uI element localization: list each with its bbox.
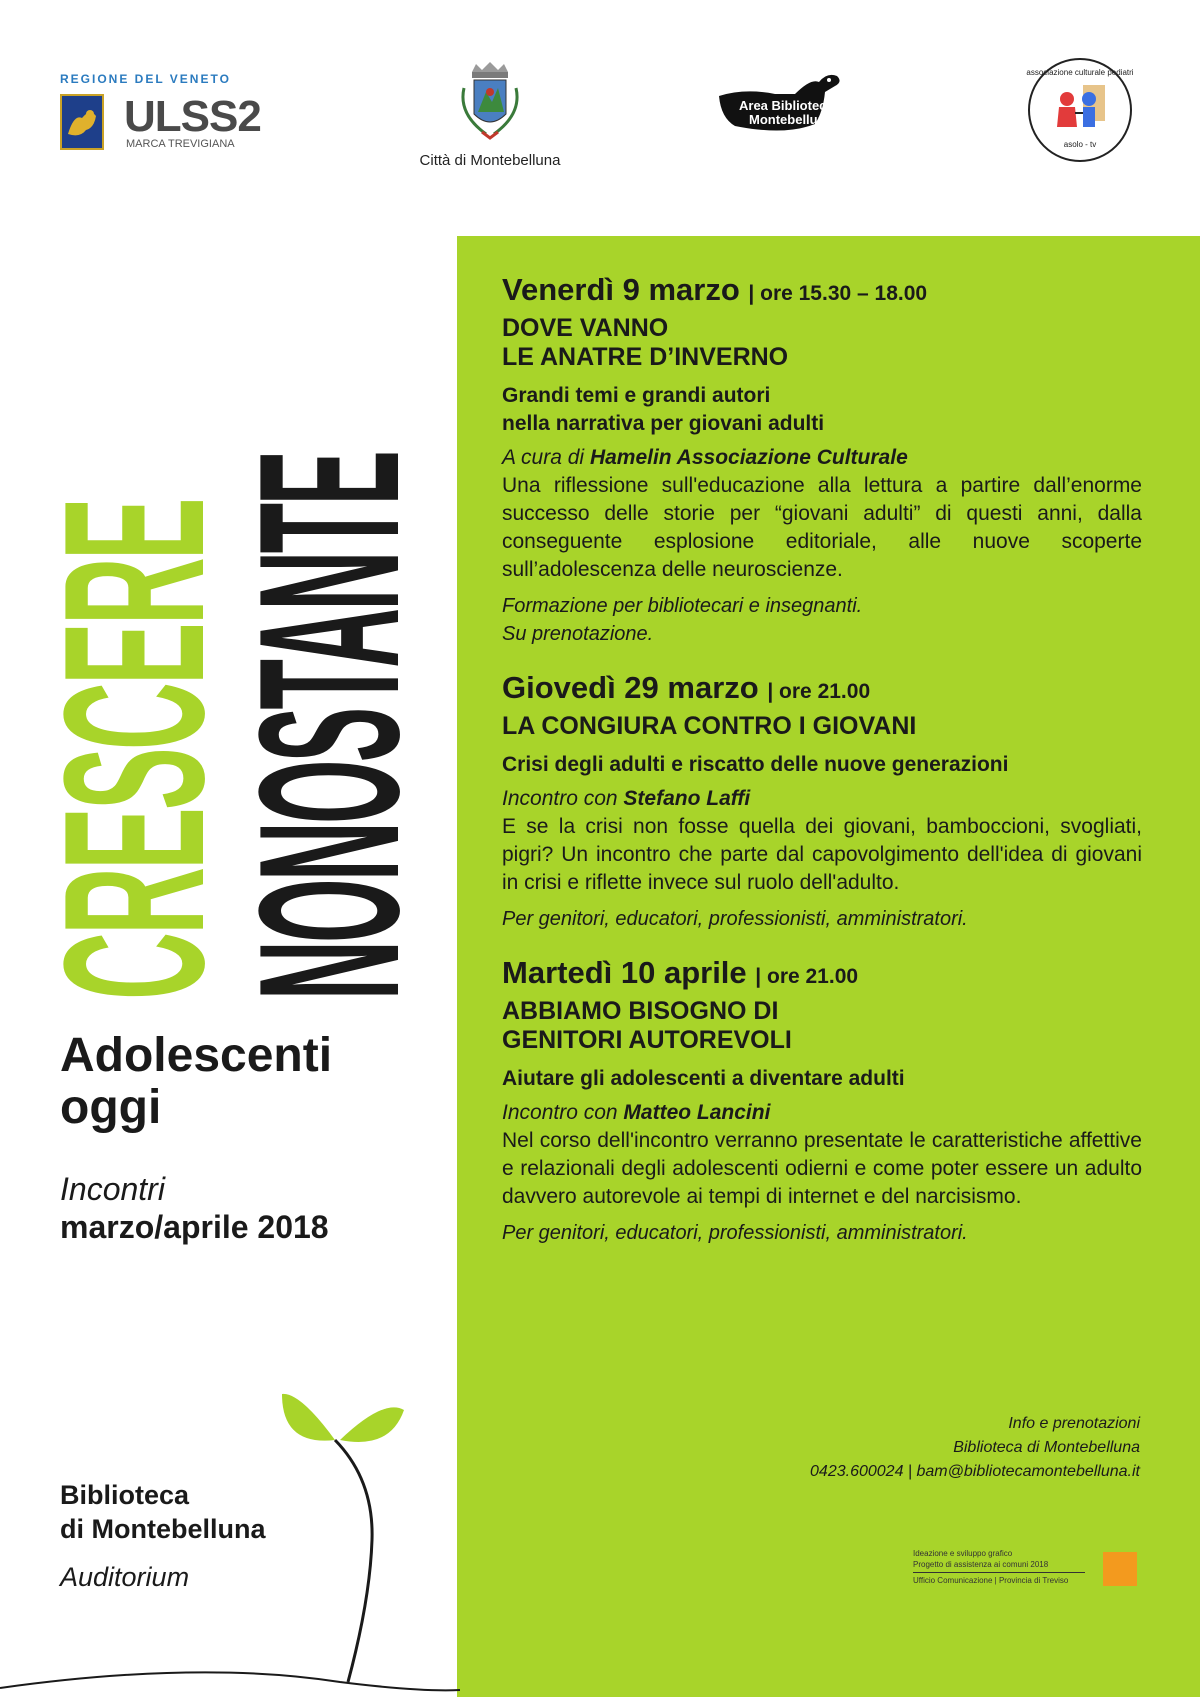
venue-block [60,1478,266,1594]
city-crest-icon [450,58,530,148]
info-line1: Info e prenotazioni [1008,1415,1140,1432]
event-title-line: GENITORI AUTOREVOLI [502,1026,792,1054]
provincia-logo-icon [1103,1552,1137,1586]
event-subtitle [502,382,1142,438]
event-curator-name: Matteo Lancini [623,1101,771,1124]
title-nonostante-text: NONOSTANTE [218,452,441,1000]
ulss-logo [60,72,260,162]
event-description: Nel corso dell'incontro verranno presentate le caratteristiche affettive e relazionali degli adolescenti odierni e come poter essere un adulto davvero autorevole ai tempi di internet e del narcisismo. [502,1129,1142,1208]
venue-line2: di Montebelluna [60,1514,266,1544]
subtitle-line2: oggi [60,1081,162,1134]
credit-line1: Ideazione e sviluppo grafico [913,1549,1013,1558]
events-list [502,272,1142,1269]
event-audience [502,905,1142,933]
event-title-line: LA CONGIURA CONTRO I GIOVANI [502,712,917,740]
incontri-block [60,1170,329,1246]
event-curator-name: Stefano Laffi [623,787,751,810]
ulss-subtitle: MARCA TREVIGIANA [126,138,235,150]
event-curator [502,785,1142,813]
event-curator-prefix: Incontro con [502,1101,624,1124]
event-title [502,997,1142,1055]
credit-line2: Progetto di assistenza ai comuni 2018 [913,1560,1049,1569]
title-crescere-text: CRESCERE [23,500,246,1000]
event-2 [502,670,1142,933]
title-nonostante [218,260,441,1000]
event-audience [502,592,1142,648]
event-time: | ore 21.00 [767,680,871,703]
info-line2: Biblioteca di Montebelluna [953,1439,1140,1456]
area-biblioteche-logo [715,68,855,148]
acp-asolo-logo [1025,55,1135,165]
event-curator-name: Hamelin Associazione Culturale [589,446,908,469]
event-title-line: ABBIAMO BISOGNO DI [502,997,779,1025]
area-line2: Montebelluna [749,112,833,127]
credit-divider [913,1572,1085,1573]
assoc-name: associazione culturale pediatri [1026,68,1134,77]
event-description: E se la crisi non fosse quella dei giovani, bamboccioni, svogliati, pigri? Un incontro che parte dal capovolgimento dell'idea di giovani in crisi e riflette invece sul ruolo dell'adulto. [502,815,1142,894]
event-curator-prefix: A cura di [502,446,590,469]
assoc-place: asolo - tv [1063,140,1097,149]
subtitle [60,1030,332,1134]
event-subtitle [502,751,1142,779]
event-audience-line: Per genitori, educatori, professionisti, amministratori. [502,908,968,930]
info-contact: 0423.600024 | bam@bibliotecamontebelluna.it [810,1463,1140,1480]
venue-hall: Auditorium [60,1562,190,1592]
event-curator [502,444,1142,472]
event-subtitle-line: Aiutare gli adolescenti a diventare adulti [502,1067,905,1090]
subtitle-line1: Adolescenti [60,1029,333,1082]
event-title-line: DOVE VANNO [502,314,669,342]
event-date: Giovedì 29 marzo [502,670,759,705]
duck-icon [715,68,855,148]
event-3 [502,955,1142,1247]
event-audience [502,1219,1142,1247]
event-subtitle-line: Crisi degli adulti e riscatto delle nuove generazioni [502,753,1009,776]
logo-bar [0,0,1200,200]
event-description: Una riflessione sull'educazione alla lettura a partire dall’enorme successo delle storie per “giovani adulti” di questi anni, dalla conseguente esplosione editoriale, alle nuove scoperte sull’adolescenza delle neuroscienze. [502,474,1142,581]
citta-montebelluna-logo [390,58,590,178]
veneto-lion-icon [60,94,104,150]
event-audience-line: Su prenotazione. [502,623,654,645]
event-date: Martedì 10 aprile [502,955,747,990]
ulss-region-text: REGIONE DEL VENETO [60,72,231,86]
info-block [680,1412,1140,1484]
event-1 [502,272,1142,648]
event-title-line: LE ANATRE D’INVERNO [502,343,789,371]
event-title [502,314,1142,372]
credit-block [913,1548,1173,1586]
incontri-dates: marzo/aprile 2018 [60,1209,329,1245]
event-curator-prefix: Incontro con [502,787,624,810]
title-crescere [23,260,246,1000]
event-title [502,712,1142,741]
event-subtitle-line: Grandi temi e grandi autori [502,384,771,407]
credit-line3: Ufficio Comunicazione | Provincia di Treviso [913,1576,1069,1585]
event-subtitle [502,1065,1142,1093]
event-time: | ore 21.00 [755,965,859,988]
citta-name: Città di Montebelluna [419,152,561,169]
ulss-name: ULSS2 [124,92,261,141]
event-time: | ore 15.30 – 18.00 [748,282,928,305]
children-icon [1025,55,1135,165]
event-subtitle-line: nella narrativa per giovani adulti [502,412,825,435]
area-line1: Area Biblioteche [739,98,842,113]
event-curator [502,1099,1142,1127]
event-date: Venerdì 9 marzo [502,272,740,307]
event-audience-line: Per genitori, educatori, professionisti, amministratori. [502,1222,968,1244]
incontri-label: Incontri [60,1171,165,1207]
event-audience-line: Formazione per bibliotecari e insegnanti. [502,595,863,617]
venue-line1: Biblioteca [60,1480,190,1510]
